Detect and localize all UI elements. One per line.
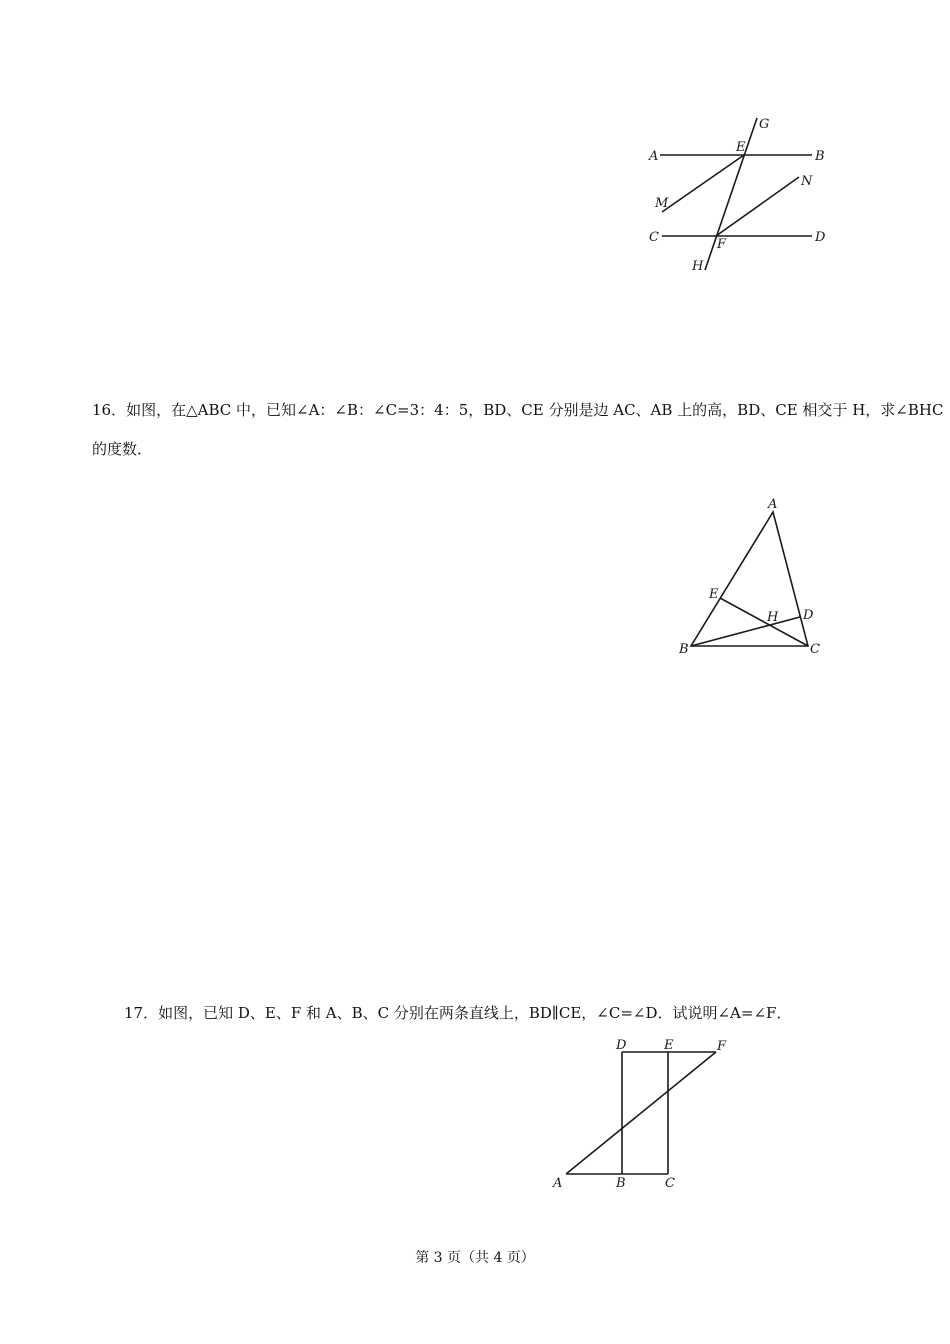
figure-triangle-altitudes bbox=[670, 495, 830, 660]
page-footer: 第 3 页（共 4 页） bbox=[415, 1250, 535, 1266]
triangle-abc bbox=[691, 512, 808, 646]
label-f: F bbox=[717, 1039, 727, 1054]
altitude-bd bbox=[691, 617, 800, 646]
line-fn bbox=[716, 177, 799, 236]
label-d: D bbox=[803, 608, 814, 623]
label-c: C bbox=[665, 1176, 675, 1191]
label-c: C bbox=[810, 642, 820, 657]
label-e: E bbox=[709, 587, 719, 602]
label-h: H bbox=[692, 259, 704, 274]
label-e: E bbox=[736, 140, 746, 155]
label-b: B bbox=[616, 1176, 626, 1191]
figure-parallel-rectangle bbox=[550, 1035, 740, 1195]
label-f: F bbox=[717, 237, 727, 252]
label-c: C bbox=[649, 230, 659, 245]
label-a: A bbox=[553, 1176, 563, 1191]
problem-16-line-1: 16．如图，在△ABC 中，已知∠A：∠B：∠C=3：4：5，BD、CE 分别是边 AC、AB 上的高，BD、CE 相交于 H，求∠BHC bbox=[92, 401, 944, 419]
label-b: B bbox=[815, 149, 825, 164]
label-a: A bbox=[768, 497, 778, 512]
label-b: B bbox=[679, 642, 689, 657]
label-a: A bbox=[649, 149, 659, 164]
line-af bbox=[566, 1052, 716, 1174]
altitude-ce bbox=[720, 598, 808, 646]
label-g: G bbox=[759, 117, 770, 132]
label-d: D bbox=[616, 1038, 627, 1053]
problem-16-line-2: 的度数． bbox=[92, 440, 153, 458]
label-e: E bbox=[664, 1038, 674, 1053]
figure-parallel-lines bbox=[640, 110, 840, 280]
line-me bbox=[662, 155, 744, 212]
problem-17-text: 17．如图，已知 D、E、F 和 A、B、C 分别在两条直线上，BD∥CE，∠C=∠D．试说明∠A=∠F． bbox=[124, 1004, 792, 1022]
line-gh bbox=[705, 118, 757, 270]
label-n: N bbox=[801, 174, 813, 189]
label-m: M bbox=[655, 196, 669, 211]
label-d: D bbox=[815, 230, 826, 245]
label-h: H bbox=[767, 610, 779, 625]
